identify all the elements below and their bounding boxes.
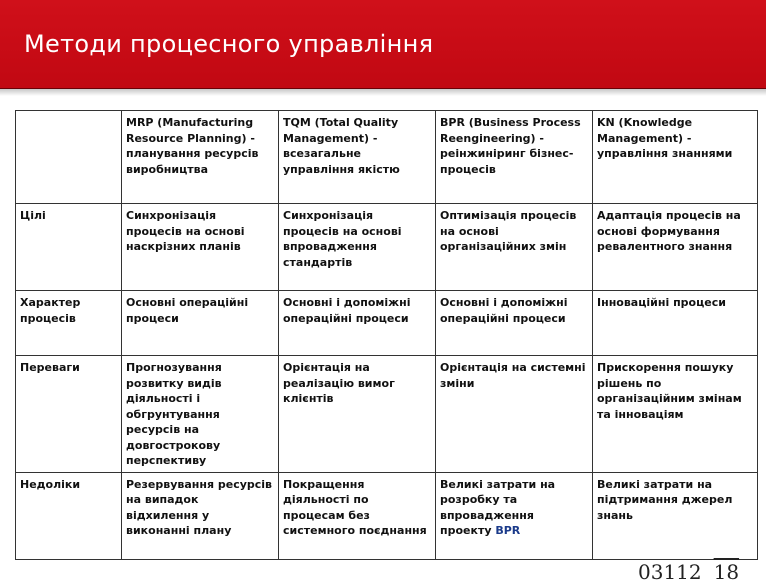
row-label-disadvantages: Недоліки — [16, 472, 122, 559]
table-cell: Прогнозування розвитку видів діяльності і обгрунтування ресурсів на довгострокову перспективу — [122, 356, 279, 473]
table-cell: Інноваційні процеси — [593, 291, 758, 356]
row-label-advantages: Переваги — [16, 356, 122, 473]
header-cell-kn: KN (Knowledge Management) - управління знаннями — [593, 111, 758, 204]
table-cell: Покращення діяльності по процесам без системного поєднання — [279, 472, 436, 559]
table-header-row — [16, 111, 758, 204]
table-cell: Синхронізація процесів на основі впровадження стандартів — [279, 204, 436, 291]
table-cell: Синхронізація процесів на основі наскрізних планів — [122, 204, 279, 291]
header-cell-bpr: BPR (Business Process Reengineering) - реінжиніринг бізнес-процесів — [436, 111, 593, 204]
table-cell: Основні і допоміжні операційні процеси — [279, 291, 436, 356]
table-row — [16, 356, 758, 473]
bpr-abbrev: BPR — [495, 524, 521, 537]
row-label-goals: Цілі — [16, 204, 122, 291]
header-cell-tqm: TQM (Total Quality Management) - всезагальне управління якістю — [279, 111, 436, 204]
slide-title: Методи процесного управління — [24, 30, 434, 58]
row-label-process-nature: Характер процесів — [16, 291, 122, 356]
header-cell-empty — [16, 111, 122, 204]
table-cell-bpr-costs — [436, 472, 593, 559]
header-cell-mrp: MRP (Manufacturing Resource Planning) - планування ресурсів виробництва — [122, 111, 279, 204]
title-bar-shadow — [0, 88, 766, 96]
table-cell: Прискорення пошуку рішень по організаційним змінам та інноваціям — [593, 356, 758, 473]
table-row — [16, 204, 758, 291]
slide-number: 18 — [713, 560, 740, 584]
table-cell: Орієнтація на системні зміни — [436, 356, 593, 473]
slide-footer — [638, 560, 739, 584]
table-cell: Адаптація процесів на основі формування ревалентного знання — [593, 204, 758, 291]
table-row — [16, 291, 758, 356]
cell-text: Великі затрати на розробку та впровадження проекту — [440, 477, 556, 537]
table-cell: Великі затрати на підтримання джерел знань — [593, 472, 758, 559]
table-cell: Основні і допоміжні операційні процеси — [436, 291, 593, 356]
table-cell: Орієнтація на реалізацію вимог клієнтів — [279, 356, 436, 473]
doc-code: 03112 — [638, 560, 702, 584]
table-row — [16, 472, 758, 559]
table-cell: Основні операційні процеси — [122, 291, 279, 356]
table-cell: Резервування ресурсів на випадок відхилення у виконанні плану — [122, 472, 279, 559]
comparison-table — [15, 110, 758, 560]
table-cell: Оптимізація процесів на основі організаційних змін — [436, 204, 593, 291]
